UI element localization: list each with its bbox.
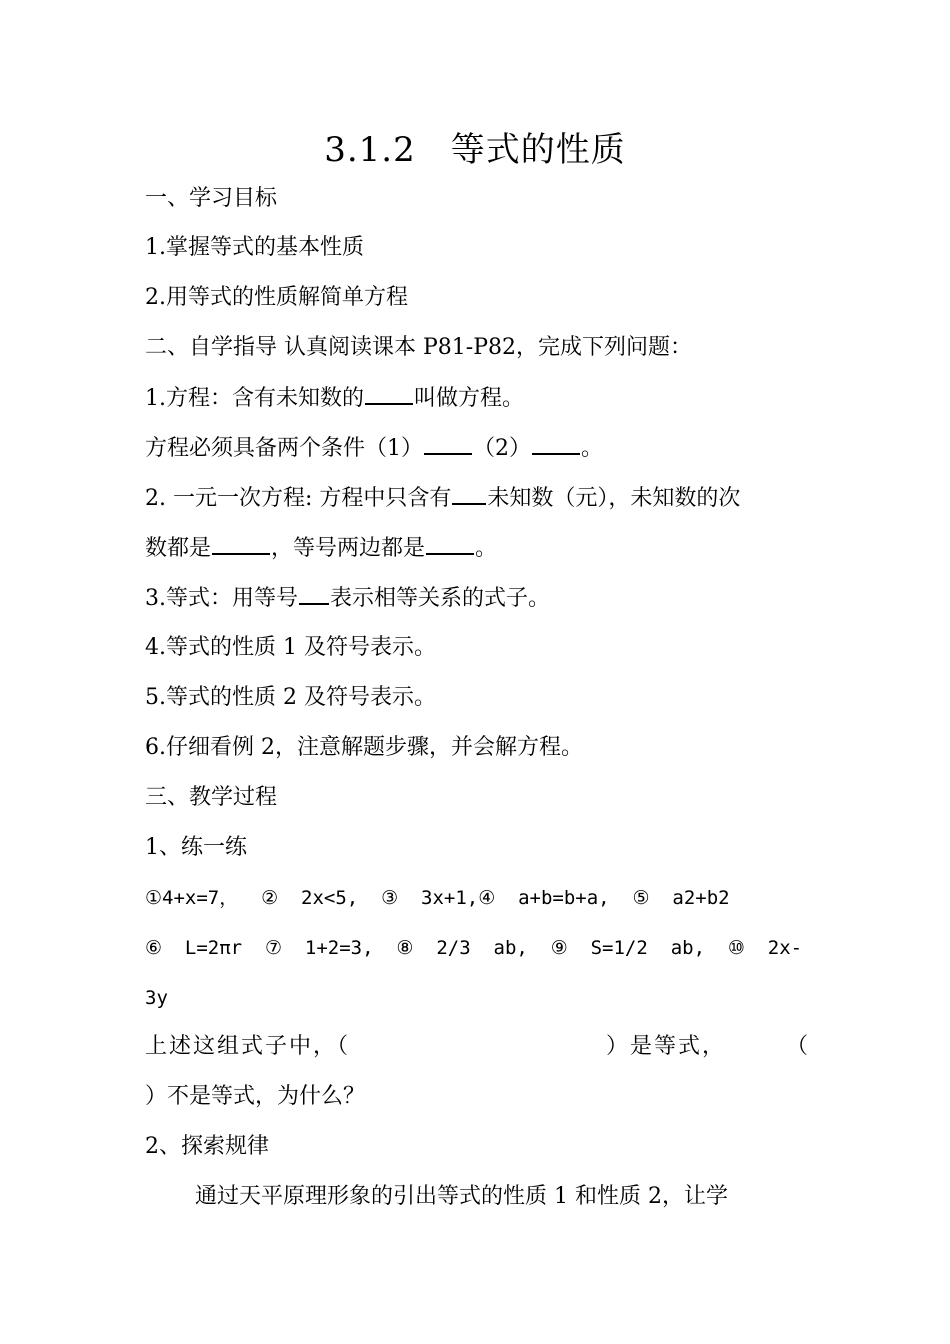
- question-equations-text-1: 上述这组式子中，（: [145, 1034, 351, 1059]
- page-title: 3.1.2 等式的性质: [324, 130, 626, 170]
- expressions-line-1: ①4+x=7， ② 2x<5, ③ 3x+1,④ a+b=b+a, ⑤ a2+b2: [145, 887, 730, 909]
- answer-blank: [212, 533, 270, 555]
- question-3-text-a: 3.等式：用等号: [145, 586, 298, 611]
- question-2-text-b: 未知数（元），未知数的次: [487, 486, 741, 511]
- question-2-line-2: [145, 533, 810, 564]
- question-equations-continued: ）不是等式，为什么？: [145, 1084, 366, 1109]
- question-equations: [145, 1032, 810, 1062]
- answer-blank: [299, 583, 329, 605]
- conditions-text-3: 。: [581, 436, 604, 461]
- question-2-text-c: 数都是: [145, 536, 212, 561]
- question-2-text-e: 。: [475, 536, 498, 561]
- question-6: 6.仔细看例 2，注意解题步骤，并会解方程。: [145, 735, 583, 760]
- answer-space: [350, 1032, 606, 1062]
- subheading-practice: 1、练一练: [145, 835, 247, 860]
- question-3-text-b: 表示相等关系的式子。: [330, 586, 551, 611]
- question-2-text-d: ，等号两边都是: [271, 536, 426, 561]
- question-1-text-b: 叫做方程。: [414, 386, 525, 411]
- expressions-line-2: ⑥ L=2πr ⑦ 1+2=3, ⑧ 2/3 ab, ⑨ S=1/2 ab, ⑩ 2x-: [145, 937, 803, 959]
- answer-space: [726, 1032, 786, 1062]
- answer-blank: [426, 533, 474, 555]
- answer-blank: [452, 483, 486, 505]
- explore-paragraph: 通过天平原理形象的引出等式的性质 1 和性质 2，让学: [195, 1184, 728, 1209]
- goal-2: 2.用等式的性质解简单方程: [145, 285, 408, 310]
- answer-blank: [424, 433, 472, 455]
- conditions-text-2: （2）: [473, 436, 531, 461]
- question-1-text-a: 1.方程：含有未知数的: [145, 386, 364, 411]
- question-3: [145, 583, 810, 614]
- question-1-conditions: [145, 433, 810, 464]
- section-heading-teaching: 三、教学过程: [145, 785, 278, 810]
- question-1: [145, 383, 810, 414]
- question-equations-text-3: （: [785, 1034, 810, 1059]
- expressions-line-3: 3y: [145, 987, 168, 1009]
- question-4: 4.等式的性质 1 及符号表示。: [145, 635, 436, 660]
- answer-blank: [532, 433, 580, 455]
- question-equations-text-2: ）是等式，: [605, 1034, 726, 1059]
- section-heading-self-study: 二、自学指导 认真阅读课本 P81-P82，完成下列问题：: [145, 335, 693, 360]
- question-5: 5.等式的性质 2 及符号表示。: [145, 685, 436, 710]
- section-heading-goals: 一、学习目标: [145, 186, 278, 211]
- goal-1: 1.掌握等式的基本性质: [145, 235, 364, 260]
- answer-blank: [365, 383, 413, 405]
- question-2-line-1: [145, 483, 810, 514]
- subheading-explore: 2、探索规律: [145, 1134, 269, 1159]
- question-2-text-a: 2. 一元一次方程: 方程中只含有: [145, 486, 452, 511]
- conditions-text-1: 方程必须具备两个条件（1）: [145, 436, 423, 461]
